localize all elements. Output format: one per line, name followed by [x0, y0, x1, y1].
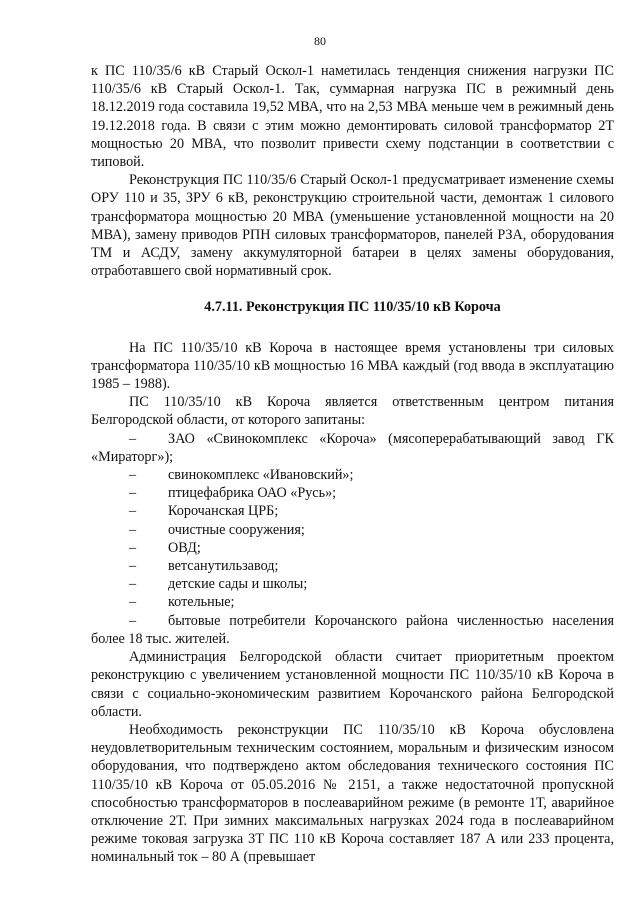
list-item: – бытовые потребители Корочанского района численностью населения более 18 тыс. жителей. — [91, 612, 614, 647]
list-dash: – — [129, 558, 137, 575]
paragraph-continuation: к ПС 110/35/6 кВ Старый Оскол-1 наметилась тенденция снижения нагрузки ПС 110/35/6 кВ Старый Оскол-1. Так, суммарная нагрузка ПС в режимный день 18.12.2019 года составила 19,52 МВА, что на 2,53 МВА меньше чем в режимный день 19.12.2018 года. В связи с этим можно демонтировать силовой трансформатор 2Т мощностью 20 МВА, что позволит привести схему подстанции в соответствии с типовой. — [91, 63, 614, 171]
paragraph-necessity: Необходимость реконструкции ПС 110/35/10 кВ Короча обусловлена неудовлетворительным техническим состоянием, моральным и физическим износом оборудования, что подтверждено актом обследования технического состояния ПС 110/35/10 кВ Короча от 05.05.2016 № 2151, а также недостаточной пропускной способностью трансформаторов в послеаварийном режиме (в ремонте 1Т, аварийное отключение 2Т. При зимних максимальных нагрузках 2024 года в послеаварийном режиме токовая загрузка 3Т ПС 110 кВ Короча составляет 187 А или 233 процента, номинальный ток – 80 А (превышает — [91, 721, 614, 866]
list-dash: – — [129, 612, 137, 629]
list-item: – ветсанутильзавод; — [129, 558, 279, 575]
paragraph-reconstruction-staryi-oskol: Реконструкция ПС 110/35/6 Старый Оскол-1 предусматривает изменение схемы ОРУ 110 и 35, ЗРУ 6 кВ, реконструкцию строительной части, демонтаж 1 силового трансформатора мощностью 20 МВА (уменьшение установленной мощности на 20 МВА), замену приводов РПН силовых трансформаторов, панелей РЗА, оборудования ТМ и АСДУ, замену аккумуляторной батареи в целях замены оборудования, отработавшего свой нормативный срок. — [91, 172, 614, 280]
consumer-list — [91, 430, 614, 648]
list-item: – ОВД; — [129, 539, 201, 556]
list-item: – свинокомплекс «Ивановский»; — [129, 467, 354, 484]
list-dash: – — [129, 467, 137, 484]
list-item: – Корочанская ЦРБ; — [129, 503, 279, 520]
list-dash: – — [129, 576, 137, 593]
list-dash: – — [129, 485, 137, 502]
list-dash: – — [129, 594, 137, 611]
list-dash: – — [129, 503, 137, 520]
paragraph-transformers: На ПС 110/35/10 кВ Короча в настоящее время установлены три силовых трансформатора 110/35/10 кВ мощностью 16 МВА каждый (год ввода в эксплуатацию 1985 – 1988). — [91, 339, 614, 393]
list-dash: – — [129, 539, 137, 556]
list-item: – котельные; — [129, 594, 235, 611]
list-dash: – — [129, 521, 137, 538]
list-item: – детские сады и школы; — [129, 576, 308, 593]
list-item: – ЗАО «Свинокомплекс «Короча» (мясоперерабатывающий завод ГК «Мираторг»); — [91, 430, 614, 465]
page-number: 80 — [314, 34, 326, 48]
list-item: – птицефабрика ОАО «Русь»; — [129, 485, 337, 502]
section-heading: 4.7.11. Реконструкция ПС 110/35/10 кВ Короча — [204, 299, 501, 316]
list-item: – очистные сооружения; — [129, 521, 305, 538]
paragraph-power-center: ПС 110/35/10 кВ Короча является ответственным центром питания Белгородской области, от которого запитаны: — [91, 394, 614, 429]
document-body — [91, 62, 614, 867]
list-dash: – — [129, 430, 137, 447]
paragraph-administration: Администрация Белгородской области считает приоритетным проектом реконструкцию с увеличением установленной мощности ПС 110/35/10 кВ Короча в связи с социально-экономическим развитием Корочанского района Белгородской области. — [91, 649, 614, 720]
